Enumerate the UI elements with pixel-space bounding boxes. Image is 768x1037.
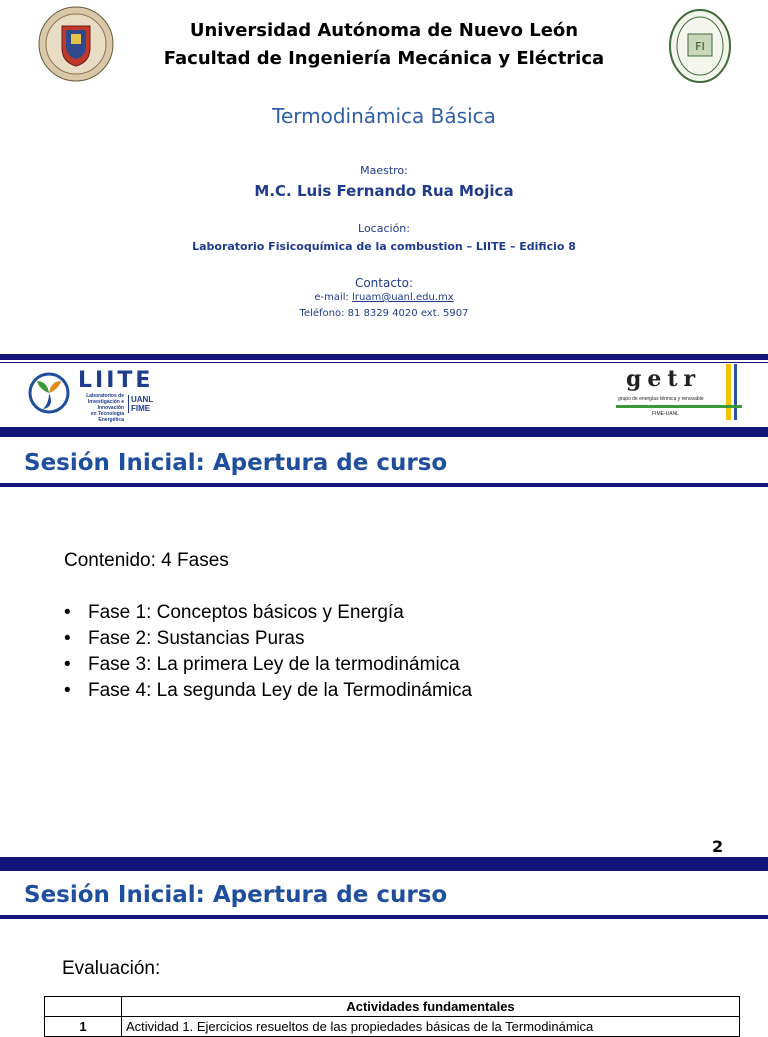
left-university-seal	[38, 6, 114, 82]
liite-logo	[28, 368, 168, 423]
getr-logo	[616, 364, 744, 424]
liite-name: LIITE	[78, 368, 154, 393]
slide2-top-bar	[0, 354, 768, 360]
svg-text:FI: FI	[695, 40, 705, 53]
liite-sub2: Investigación e Innovación	[87, 399, 124, 411]
slide3-title-underline	[0, 915, 768, 919]
faculty-name: Facultad de Ingeniería Mecánica y Eléctrica	[163, 48, 605, 69]
teacher-name: M.C. Luis Fernando Rua Mojica	[254, 182, 514, 200]
phase-item: • Fase 3: La primera Ley de la termodinámica	[64, 652, 472, 678]
liite-uanl: UANL	[131, 395, 154, 404]
slide2-title-underline	[0, 483, 768, 487]
evaluation-label: Evaluación:	[62, 958, 161, 979]
course-title: Termodinámica Básica	[272, 104, 496, 128]
getr-sub2: FIME-UANL	[652, 411, 679, 417]
university-name: Universidad Autónoma de Nuevo León	[189, 20, 579, 41]
phase-list	[64, 600, 472, 704]
table-row	[45, 1017, 740, 1037]
phase-item: • Fase 2: Sustancias Puras	[64, 626, 472, 652]
phase-item: • Fase 4: La segunda Ley de la Termodinámica	[64, 678, 472, 704]
slide2-header-bar	[0, 427, 768, 437]
getr-green-line	[616, 405, 742, 408]
page-number: 2	[712, 837, 724, 856]
email-line	[0, 292, 768, 303]
liite-swirl-icon	[28, 372, 70, 414]
location-label: Locación:	[358, 222, 410, 235]
liite-fime: FIME	[131, 404, 151, 413]
table-header-row	[45, 997, 740, 1017]
location-text: Laboratorio Fisicoquímica de la combustion – LIITE – Edificio 8	[192, 240, 576, 253]
slide2-title: Sesión Inicial: Apertura de curso	[24, 450, 448, 476]
email-label: e-mail:	[314, 292, 353, 303]
getr-sub: grupo de energías térmica y renovable	[618, 396, 704, 402]
liite-sub1: Laboratorios de	[86, 393, 124, 399]
row-activity: Actividad 1. Ejercicios resueltos de las propiedades básicas de la Termodinámica	[122, 1017, 740, 1037]
row-number: 1	[45, 1017, 122, 1037]
slide3-header-bar	[0, 857, 768, 871]
getr-name: getr	[626, 366, 702, 392]
getr-blue-stripe	[734, 364, 737, 420]
phase-item: • Fase 1: Conceptos básicos y Energía	[64, 600, 472, 626]
liite-sub3: en Tecnología Energética	[90, 411, 124, 423]
email-link[interactable]: lruam@uanl.edu.mx	[352, 292, 454, 303]
slide3-title: Sesión Inicial: Apertura de curso	[24, 882, 448, 908]
table-header-num	[45, 997, 122, 1017]
teacher-label: Maestro:	[360, 164, 408, 177]
getr-yellow-stripe	[726, 364, 731, 420]
slide2-top-thin	[0, 362, 768, 363]
table-header-activities: Actividades fundamentales	[122, 997, 740, 1017]
contact-label: Contacto:	[354, 276, 414, 290]
phone-line: Teléfono: 81 8329 4020 ext. 5907	[299, 308, 469, 319]
evaluation-table	[44, 996, 740, 1037]
content-intro: Contenido: 4 Fases	[64, 550, 229, 571]
